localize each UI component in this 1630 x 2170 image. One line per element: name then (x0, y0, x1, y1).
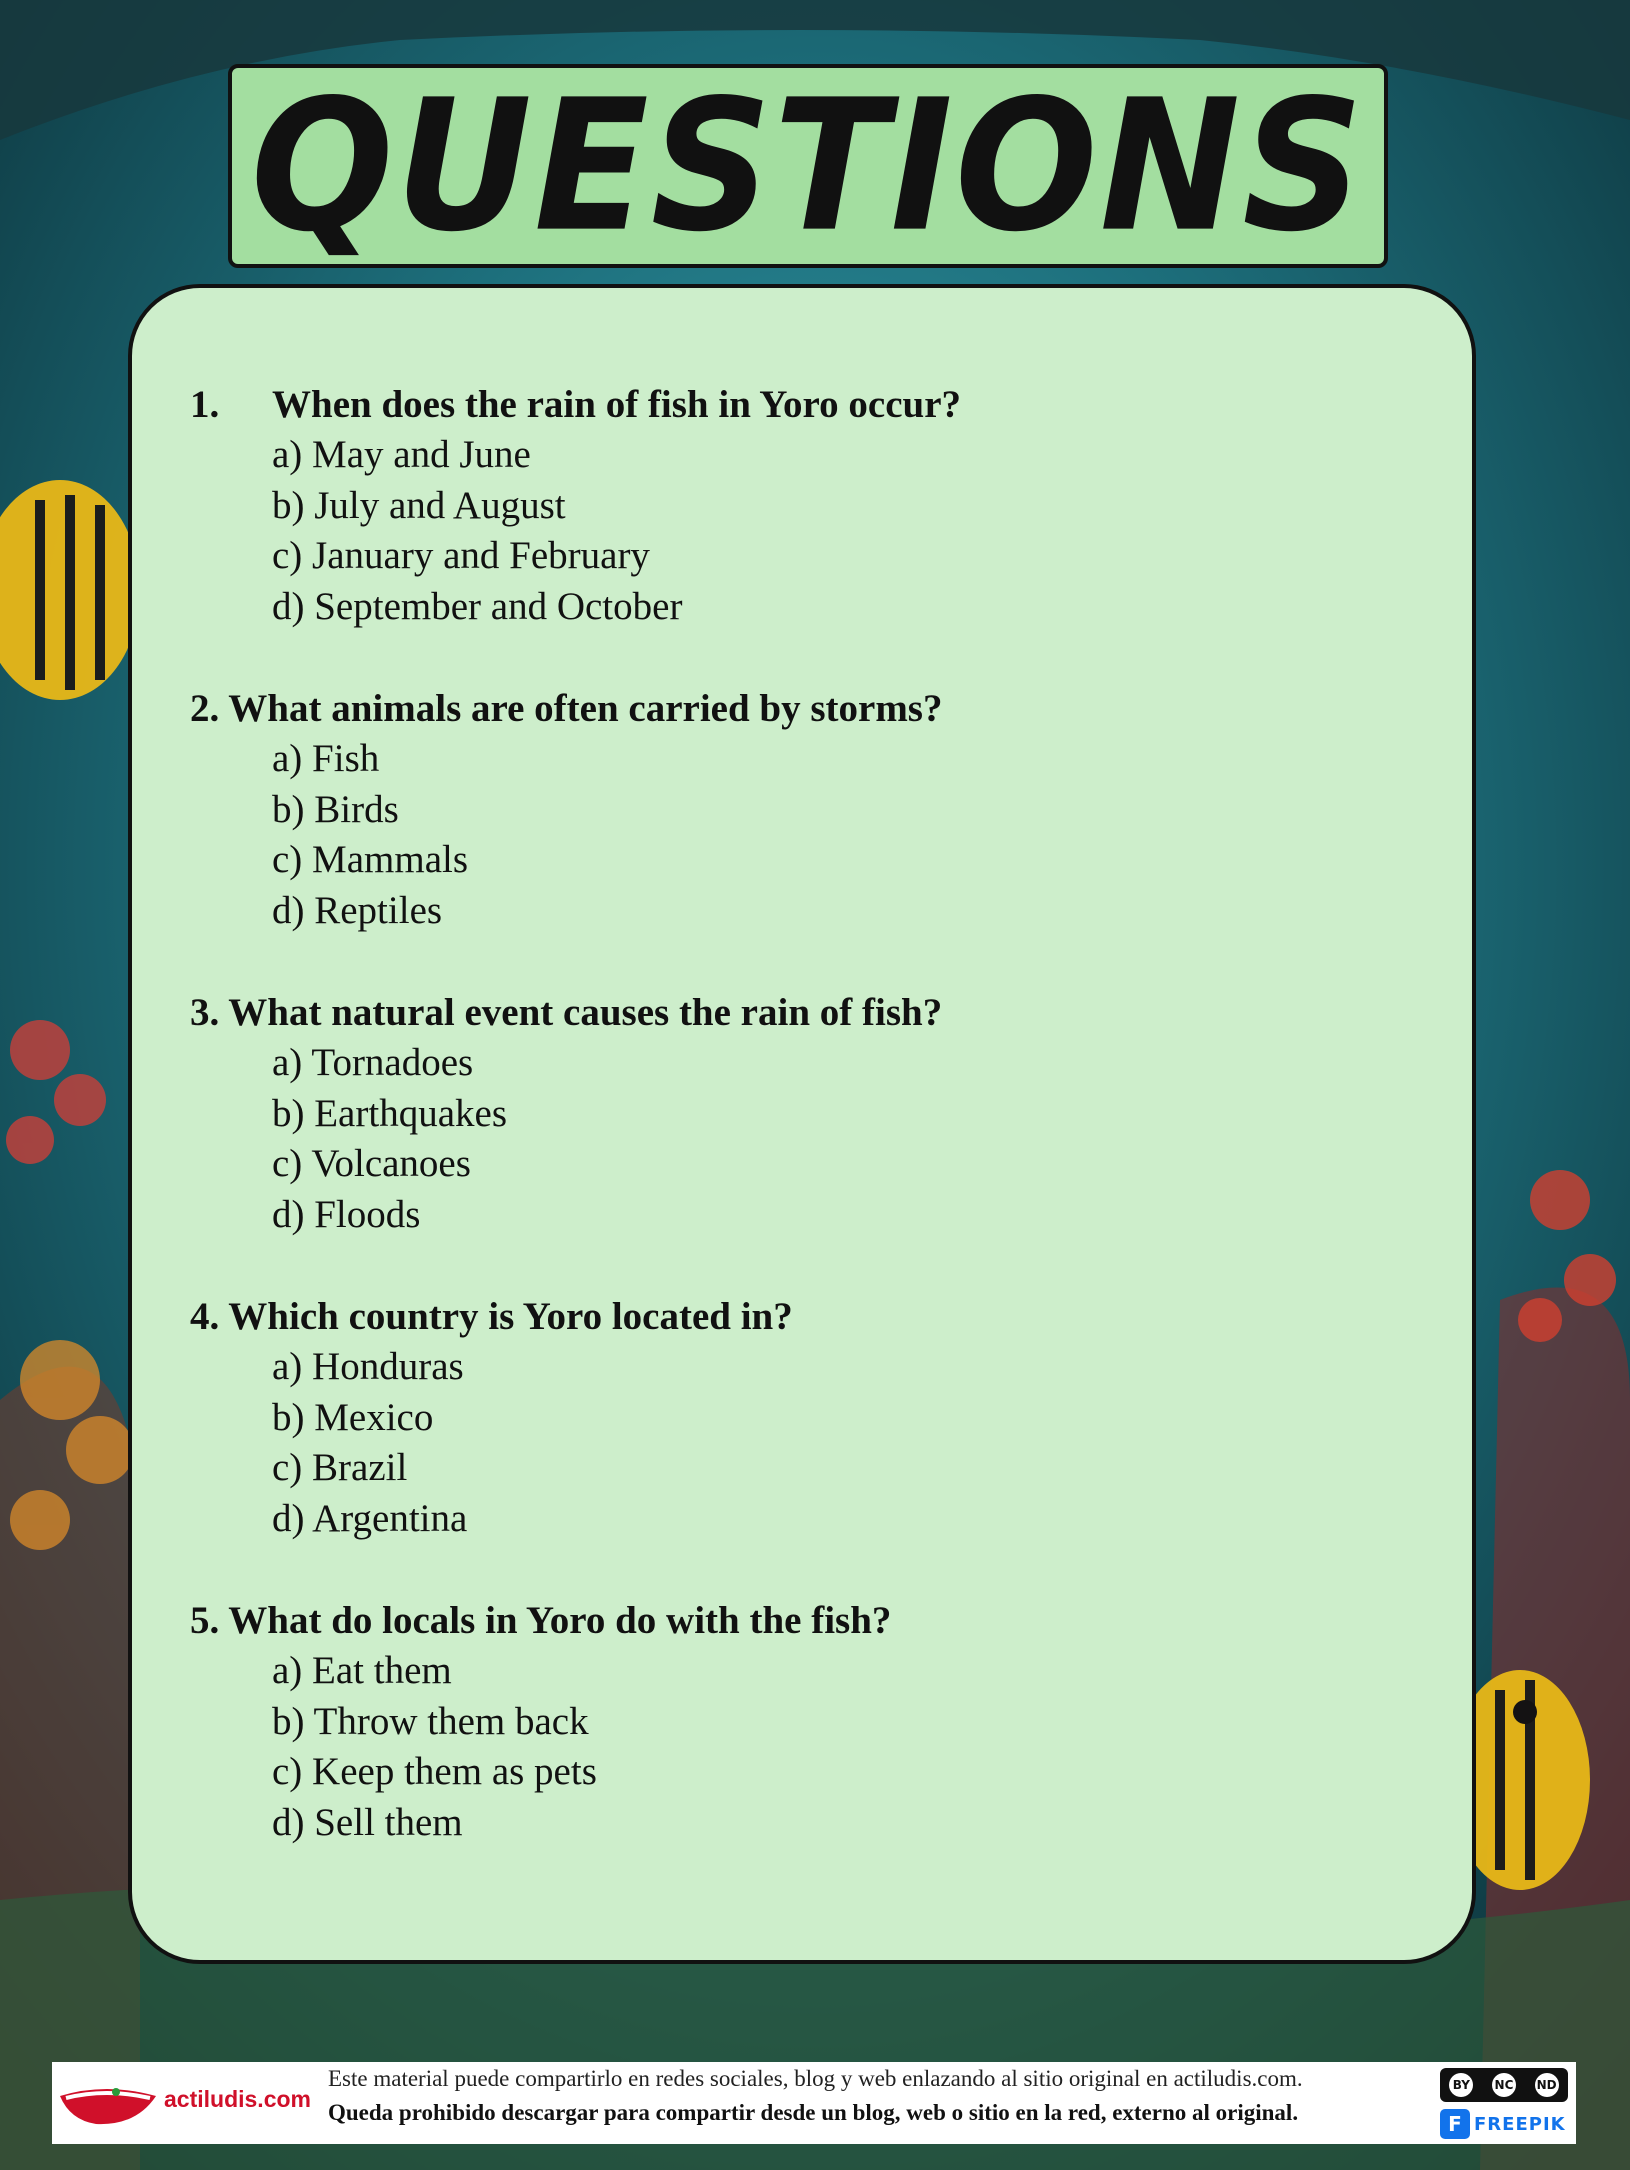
option-list (190, 430, 1410, 633)
answer-option: c) Mammals (272, 838, 469, 882)
question-heading (190, 988, 1410, 1038)
footer-share-notice: Este material puede compartirlo en redes sociales, blog y web enlazando al sitio original en actiludis.com. (328, 2066, 1303, 2091)
question-number: 5. (190, 1599, 220, 1642)
answer-option: d) Floods (272, 1193, 421, 1237)
questions-panel (128, 284, 1476, 1964)
question-item (190, 988, 1410, 1241)
question-number: 2. (190, 687, 220, 730)
answer-option: b) Birds (272, 787, 399, 831)
cc-nd-label: ND (1535, 2073, 1559, 2097)
question-text: Which country is Yoro located in? (228, 1295, 793, 1338)
answer-option: a) Fish (272, 737, 380, 780)
actiludis-logo-icon (56, 2074, 160, 2132)
title-banner (228, 60, 1388, 272)
question-text: What natural event causes the rain of fish? (228, 991, 943, 1034)
answer-option: b) Earthquakes (272, 1091, 507, 1135)
logo-text[interactable]: actiludis.com (164, 2086, 311, 2112)
question-item (190, 380, 1410, 633)
option-list (190, 1038, 1410, 1241)
freepik-text: FREEPIK (1474, 2113, 1566, 2135)
freepik-icon: F (1440, 2109, 1470, 2139)
page-title: QUESTIONS (250, 60, 1366, 272)
answer-option: b) Mexico (272, 1395, 434, 1439)
answer-option: b) Throw them back (272, 1699, 589, 1743)
question-item (190, 1292, 1410, 1545)
question-heading (190, 1292, 1410, 1342)
question-number: 1. (190, 383, 220, 426)
answer-option: a) May and June (272, 433, 531, 476)
option-list (190, 734, 1410, 937)
answer-option: d) Sell them (272, 1801, 463, 1845)
freepik-credit (1440, 2108, 1568, 2140)
question-heading (190, 380, 1410, 430)
footer-bar (52, 2062, 1576, 2144)
answer-option: a) Honduras (272, 1345, 464, 1388)
option-list (190, 1646, 1410, 1849)
cc-nc-label: NC (1492, 2073, 1516, 2097)
question-text: What animals are often carried by storms? (228, 687, 943, 730)
option-list (190, 1342, 1410, 1545)
question-number: 3. (190, 991, 220, 1034)
footer-prohibition-notice: Queda prohibido descargar para compartir desde un blog, web o sitio en la red, externo al original. (328, 2100, 1299, 2125)
question-heading (190, 1596, 1410, 1646)
answer-option: a) Eat them (272, 1649, 452, 1692)
answer-option: d) September and October (272, 585, 683, 629)
question-text: When does the rain of fish in Yoro occur? (272, 383, 962, 426)
answer-option: d) Reptiles (272, 889, 443, 933)
question-item (190, 684, 1410, 937)
question-heading (190, 684, 1410, 734)
answer-option: d) Argentina (272, 1497, 468, 1541)
answer-option: c) January and February (272, 534, 650, 578)
creative-commons-icon (1440, 2068, 1568, 2102)
answer-option: c) Brazil (272, 1446, 408, 1490)
question-text: What do locals in Yoro do with the fish? (228, 1599, 892, 1642)
question-number: 4. (190, 1295, 220, 1338)
answer-option: c) Volcanoes (272, 1142, 471, 1186)
question-item (190, 1596, 1410, 1849)
answer-option: b) July and August (272, 483, 566, 527)
answer-option: c) Keep them as pets (272, 1750, 597, 1794)
answer-option: a) Tornadoes (272, 1041, 474, 1084)
cc-by-label: BY (1449, 2073, 1473, 2097)
